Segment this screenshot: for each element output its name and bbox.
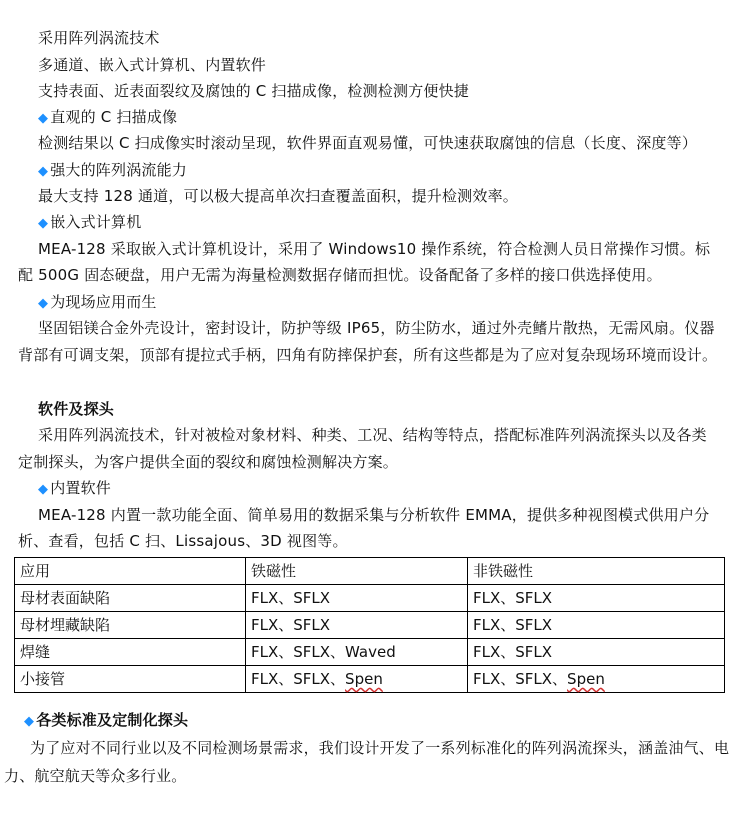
software-body-2: 定制探头，为客户提供全面的裂纹和腐蚀检测解决方案。 (18, 453, 399, 471)
table-cell: 母材表面缺陷 (15, 585, 246, 612)
section-heading-computer (38, 212, 141, 234)
heading-text: 嵌入式计算机 (50, 213, 142, 231)
table-cell: FLX、SFLX (246, 585, 468, 612)
intro-line-3: 支持表面、近表面裂纹及腐蚀的 C 扫描成像，检测检测方便快捷 (38, 82, 470, 100)
heading-text: 内置软件 (50, 479, 112, 497)
diamond-bullet-icon: ◆ (38, 164, 49, 179)
intro-line-2: 多通道、嵌入式计算机、内置软件 (38, 56, 267, 74)
software-body-1: 采用阵列涡流技术，针对被检对象材料、种类、工况、结构等特点，搭配标准阵列涡流探头以及各类 (38, 426, 707, 444)
table-header-cell: 非铁磁性 (468, 558, 725, 585)
builtin-body-1: MEA-128 内置一款功能全面、简单易用的数据采集与分析软件 EMMA，提供多种视图模式供用户分 (38, 506, 710, 524)
heading-text: 直观的 C 扫描成像 (50, 108, 178, 126)
heading-text: 强大的阵列涡流能力 (50, 161, 188, 179)
section-heading-probes (24, 710, 188, 732)
diamond-bullet-icon: ◆ (38, 216, 49, 231)
table-row (15, 612, 725, 639)
diamond-bullet-icon: ◆ (24, 714, 35, 729)
section-heading-field (38, 292, 157, 314)
table-header-row (15, 558, 725, 585)
table-cell: FLX、SFLX (468, 612, 725, 639)
spelling-flag: Spen (345, 670, 383, 688)
table-row (15, 666, 725, 693)
table-cell (246, 666, 468, 693)
table-cell: FLX、SFLX (246, 612, 468, 639)
table-cell: FLX、SFLX、Waved (246, 639, 468, 666)
cscan-body: 检测结果以 C 扫成像实时滚动呈现，软件界面直观易懂，可快速获取腐蚀的信息（长度、深度等） (38, 134, 698, 152)
table-cell-text: FLX、SFLX、 (251, 670, 346, 688)
table-row (15, 639, 725, 666)
table-cell: FLX、SFLX (468, 585, 725, 612)
software-title: 软件及探头 (38, 400, 115, 418)
section-heading-builtin (38, 478, 111, 500)
table-row (15, 585, 725, 612)
spelling-flag: Spen (567, 670, 605, 688)
computer-body-2: 配 500G 固态硬盘，用户无需为海量检测数据存储而担忧。设备配备了多样的接口供选择使用。 (18, 266, 662, 284)
table-cell: 母材埋藏缺陷 (15, 612, 246, 639)
probes-body-2: 力、航空航天等众多行业。 (4, 767, 187, 785)
table-cell-text: FLX、SFLX、 (473, 670, 568, 688)
table-cell (468, 666, 725, 693)
heading-text: 为现场应用而生 (50, 293, 157, 311)
probes-body-1: 为了应对不同行业以及不同检测场景需求，我们设计开发了一系列标准化的阵列涡流探头，涵盖油气、电 (30, 739, 730, 757)
probe-table (14, 557, 725, 693)
section-heading-cscan (38, 107, 177, 129)
diamond-bullet-icon: ◆ (38, 296, 49, 311)
intro-line-1: 采用阵列涡流技术 (38, 29, 160, 47)
table-cell: FLX、SFLX (468, 639, 725, 666)
builtin-body-2: 析、查看，包括 C 扫、Lissajous、3D 视图等。 (18, 532, 348, 550)
diamond-bullet-icon: ◆ (38, 482, 49, 497)
section-heading-capacity (38, 160, 187, 182)
table-cell: 小接管 (15, 666, 246, 693)
field-body-1: 坚固铝镁合金外壳设计，密封设计，防护等级 IP65，防尘防水，通过外壳鳍片散热，无需风扇。仪器 (38, 319, 715, 337)
heading-text: 各类标准及定制化探头 (36, 711, 189, 729)
table-header-cell: 铁磁性 (246, 558, 468, 585)
capacity-body: 最大支持 128 通道，可以极大提高单次扫查覆盖面积，提升检测效率。 (38, 187, 518, 205)
diamond-bullet-icon: ◆ (38, 111, 49, 126)
table-cell: 焊缝 (15, 639, 246, 666)
computer-body-1: MEA-128 采取嵌入式计算机设计，采用了 Windows10 操作系统，符合检测人员日常操作习惯。标 (38, 240, 711, 258)
table-header-cell: 应用 (15, 558, 246, 585)
field-body-2: 背部有可调支架，顶部有提拉式手柄，四角有防摔保护套，所有这些都是为了应对复杂现场环境而设计。 (18, 346, 718, 364)
